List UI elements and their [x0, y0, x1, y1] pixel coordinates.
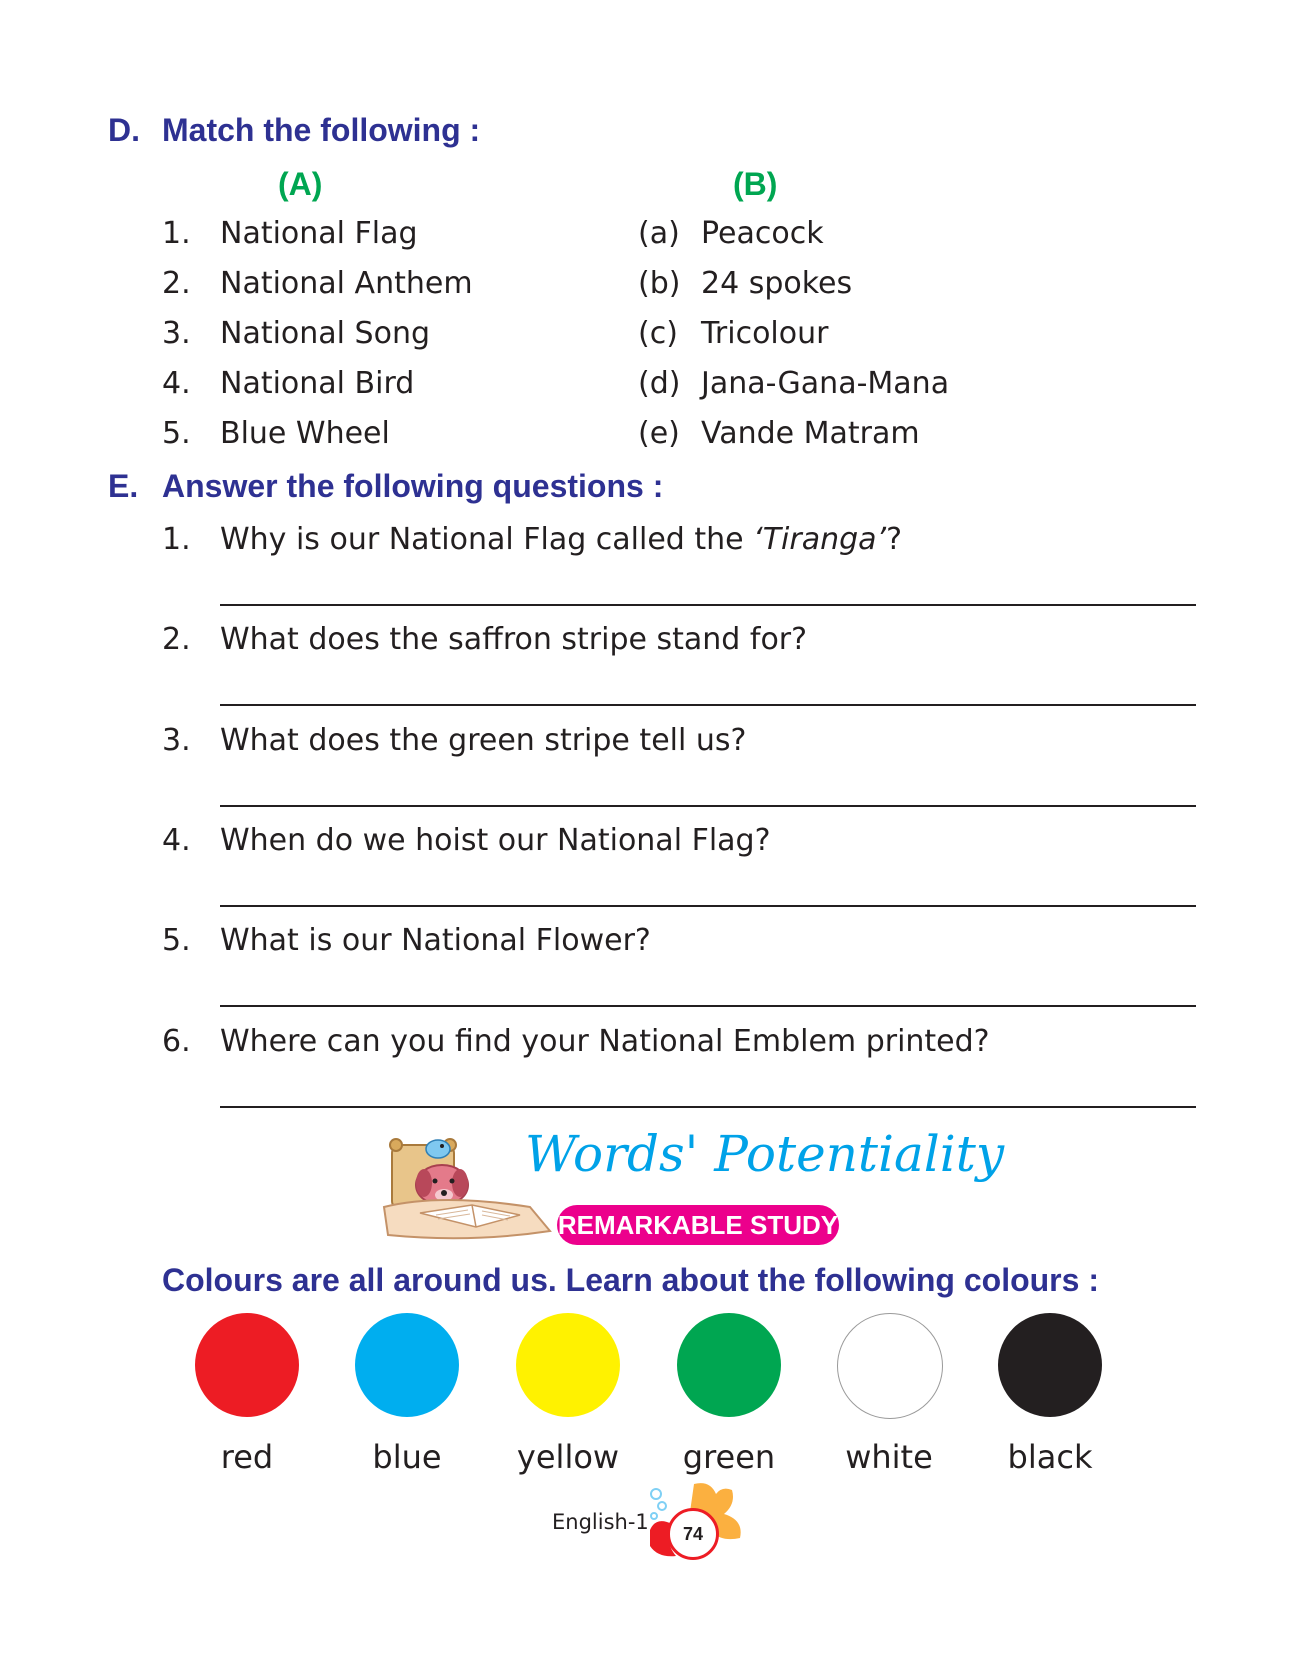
- match-row: [0, 266, 1296, 306]
- column-b-label: (e): [638, 416, 680, 451]
- colour-swatch-white: [837, 1313, 943, 1419]
- question-text: What does the green stripe tell us?: [220, 723, 747, 758]
- question-number: 1.: [162, 522, 191, 557]
- column-b-item: Jana-Gana-Mana: [701, 366, 950, 401]
- column-b-label: (a): [638, 216, 680, 251]
- colour-swatch-yellow: [516, 1313, 620, 1417]
- column-a-item: National Song: [220, 316, 430, 351]
- match-row: [0, 316, 1296, 356]
- section-e-heading: [108, 468, 663, 505]
- colour-swatch-black: [998, 1313, 1102, 1417]
- question-row: [0, 1024, 1296, 1064]
- question-text: What does the saffron stripe stand for?: [220, 622, 808, 657]
- page-number: 74: [667, 1508, 719, 1560]
- question-text-end: ?: [886, 522, 902, 557]
- question-number: 4.: [162, 823, 191, 858]
- question-number: 5.: [162, 923, 191, 958]
- colours-heading: Colours are all around us. Learn about the following colours :: [162, 1262, 1099, 1298]
- answer-line[interactable]: [220, 905, 1196, 907]
- colour-label: red: [220, 1438, 274, 1476]
- question-text: [220, 522, 902, 557]
- colour-label: blue: [372, 1438, 442, 1476]
- colour-swatch-blue: [355, 1313, 459, 1417]
- question-row: [0, 622, 1296, 662]
- match-row: [0, 366, 1296, 406]
- column-a-heading: (A): [278, 166, 323, 202]
- column-a-item: National Flag: [220, 216, 418, 251]
- item-number: 2.: [162, 266, 191, 301]
- column-b-label: (d): [638, 366, 681, 401]
- book-title: English-1: [552, 1510, 649, 1534]
- column-a-item: National Bird: [220, 366, 415, 401]
- colour-swatch-green: [677, 1313, 781, 1417]
- column-a-item: Blue Wheel: [220, 416, 390, 451]
- remarkable-study-badge: REMARKABLE STUDY: [557, 1205, 839, 1245]
- item-number: 1.: [162, 216, 191, 251]
- section-title: Answer the following questions :: [162, 468, 664, 504]
- colour-label: white: [845, 1438, 933, 1476]
- answer-line[interactable]: [220, 1106, 1196, 1108]
- answer-line[interactable]: [220, 805, 1196, 807]
- section-d-heading: [108, 112, 480, 149]
- colour-label: yellow: [516, 1438, 620, 1476]
- question-text: Where can you find your National Emblem printed?: [220, 1024, 990, 1059]
- question-row: [0, 723, 1296, 763]
- column-b-item: 24 spokes: [701, 266, 853, 301]
- colour-swatch-red: [195, 1313, 299, 1417]
- item-number: 3.: [162, 316, 191, 351]
- section-letter: D.: [108, 112, 140, 148]
- question-text-part: Why is our National Flag called the: [220, 522, 754, 557]
- answer-line[interactable]: [220, 604, 1196, 606]
- question-row: [0, 823, 1296, 863]
- column-b-label: (c): [638, 316, 678, 351]
- column-b-heading: (B): [733, 166, 778, 202]
- colour-label: green: [682, 1438, 776, 1476]
- question-row: [0, 923, 1296, 963]
- match-row: [0, 416, 1296, 456]
- question-number: 2.: [162, 622, 191, 657]
- answer-line[interactable]: [220, 1005, 1196, 1007]
- answer-line[interactable]: [220, 704, 1196, 706]
- question-number: 3.: [162, 723, 191, 758]
- question-text: When do we hoist our National Flag?: [220, 823, 771, 858]
- colour-label: black: [1007, 1438, 1093, 1476]
- column-b-label: (b): [638, 266, 681, 301]
- section-letter: E.: [108, 468, 139, 504]
- section-title: Match the following :: [162, 112, 481, 148]
- item-number: 5.: [162, 416, 191, 451]
- column-b-item: Vande Matram: [701, 416, 920, 451]
- question-emphasis: ‘Tiranga’: [753, 522, 887, 557]
- column-b-item: Tricolour: [701, 316, 829, 351]
- column-a-item: National Anthem: [220, 266, 473, 301]
- words-potentiality-title: Words' Potentiality: [525, 1125, 1005, 1183]
- item-number: 4.: [162, 366, 191, 401]
- question-number: 6.: [162, 1024, 191, 1059]
- question-text: What is our National Flower?: [220, 923, 651, 958]
- match-row: [0, 216, 1296, 256]
- question-row: [0, 522, 1296, 562]
- column-b-item: Peacock: [701, 216, 824, 251]
